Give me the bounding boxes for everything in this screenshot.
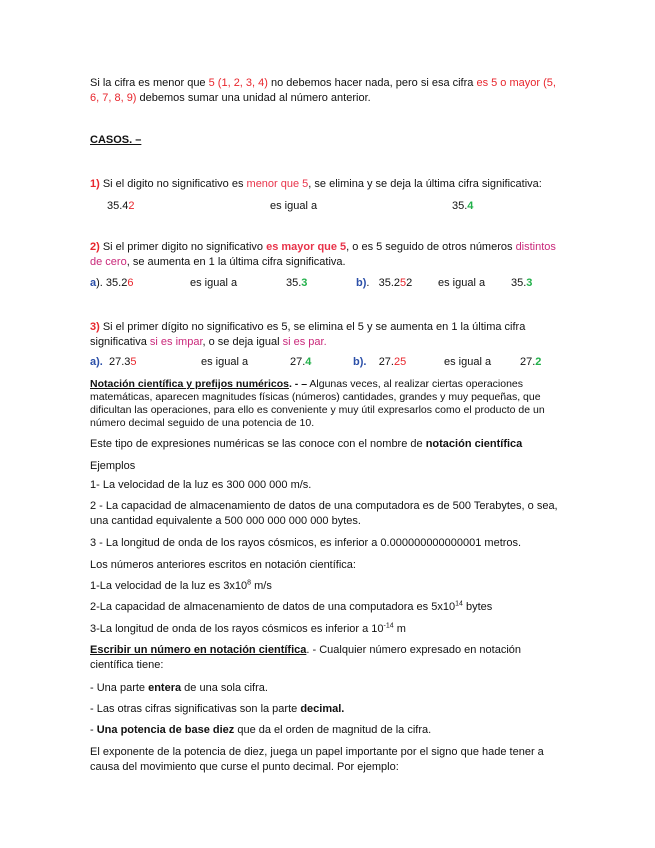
- example-label: b): [356, 277, 367, 289]
- item-text: - Las otras cifras significativas son la parte: [90, 703, 301, 715]
- casos-heading: CASOS. –: [90, 134, 142, 146]
- example-label-punct: .: [366, 277, 370, 289]
- example-label: b).: [353, 356, 367, 368]
- item-bold-term: entera: [148, 682, 182, 694]
- sci-exponent: 14: [455, 600, 463, 608]
- item-bold-term: Una potencia de base diez: [96, 724, 235, 736]
- anteriores-text: Los números anteriores escritos en notación científica:: [90, 559, 356, 571]
- item-decimal: [90, 702, 560, 717]
- case-1-highlight: menor que 5: [246, 178, 309, 190]
- case-3-text: , o se deja igual: [202, 336, 283, 348]
- result-rounded-digit: 3: [526, 277, 533, 289]
- result-digits: 35.: [511, 277, 527, 289]
- example-dropped-digit: 2: [128, 200, 135, 212]
- case-3-number: 3): [90, 321, 100, 333]
- case-2-text: , o es 5 seguido de otros números: [346, 241, 516, 253]
- sci-unit: bytes: [462, 601, 493, 613]
- sci-text: 1-La velocidad de la luz es 3x10: [90, 580, 248, 592]
- example-label-punct: ).: [96, 277, 103, 289]
- result-rounded-digit: 2: [535, 356, 542, 368]
- case-2-example-b: [356, 276, 412, 291]
- item-entera: [90, 681, 560, 696]
- case-1-result: [452, 199, 473, 214]
- sci-3: [90, 622, 560, 637]
- item-text: que da el orden de magnitud de la cifra.: [234, 724, 432, 736]
- result-digits: 35.: [452, 200, 468, 212]
- case-2-example-a: [90, 276, 133, 291]
- sci-exponent: -14: [383, 622, 394, 630]
- sci-unit: m/s: [251, 580, 272, 592]
- item-text: de una sola cifra.: [181, 682, 268, 694]
- escribir-paragraph: [90, 643, 565, 673]
- case-3-rule: [90, 320, 540, 350]
- sci-text: 2-La capacidad de almacenamiento de datos de una computadora es 5x10: [90, 601, 456, 613]
- example-dropped-digit: 6: [127, 277, 134, 289]
- este-text: Este tipo de expresiones numéricas se las conoce con el nombre de: [90, 438, 426, 450]
- result-digits: 27.: [290, 356, 306, 368]
- result-digits: 35.: [286, 277, 302, 289]
- sci-1: [90, 579, 560, 594]
- example-dropped-digit: 5: [130, 356, 137, 368]
- case-3-example-b: [353, 355, 406, 370]
- item-text: -: [90, 724, 97, 736]
- item-potencia: [90, 723, 560, 738]
- item-text: - Una parte: [90, 682, 149, 694]
- case-3-result-a: [290, 355, 311, 370]
- example-digits: 35.4: [107, 200, 129, 212]
- case-2-text: , se aumenta en 1 la última cifra significativa.: [126, 256, 346, 268]
- example-dropped-digit: 5: [400, 356, 407, 368]
- case-3-equal-a: es igual a: [201, 356, 249, 368]
- sci-unit: m: [393, 623, 406, 635]
- intro-text: Si la cifra es menor que: [90, 77, 209, 89]
- case-3-example-a: [90, 355, 137, 370]
- example-digits: 35.2: [105, 277, 128, 289]
- escribir-text: . - Cualquier número expresado en notación científica tiene:: [90, 644, 522, 671]
- result-digits: 27.: [520, 356, 536, 368]
- example-digits: 2: [406, 277, 413, 289]
- case-3-result-b: [520, 355, 541, 370]
- result-rounded-digit: 4: [305, 356, 312, 368]
- case-3-equal-b: es igual a: [444, 356, 492, 368]
- case-1-rule: [90, 177, 570, 192]
- intro-text: no debemos hacer nada, pero si esa cifra: [267, 77, 477, 89]
- intro-paragraph: [90, 76, 560, 106]
- case-2-highlight-bold: es mayor que 5: [266, 241, 347, 253]
- case-2-result-b: [511, 276, 532, 291]
- case-2-rule: [90, 240, 565, 270]
- example-digits: 35.2: [378, 277, 401, 289]
- example-1: 1- La velocidad de la luz es 300 000 000 m/s.: [90, 479, 312, 491]
- case-2-equal-a: es igual a: [190, 277, 238, 289]
- ejemplos-label: Ejemplos: [90, 460, 136, 472]
- intro-highlight-mayor: es 5 o mayor (5, 6, 7, 8, 9): [90, 77, 556, 104]
- sci-text: 3-La longitud de onda de los rayos cósmicos es inferior a 10: [90, 623, 384, 635]
- example-label: a).: [90, 356, 103, 368]
- result-rounded-digit: 3: [301, 277, 308, 289]
- case-1-number: 1): [90, 178, 100, 190]
- case-2-result-a: [286, 276, 307, 291]
- notacion-heading: Notación científica y prefijos numéricos: [90, 378, 289, 390]
- final-paragraph: El exponente de la potencia de diez, juega un papel importante por el signo que hade tener a causa del movimiento que curse el punto decimal. Por ejemplo:: [90, 746, 544, 773]
- sci-exponent: 8: [247, 579, 252, 587]
- case-2-equal-b: es igual a: [438, 277, 486, 289]
- example-digits: 27.: [378, 356, 394, 368]
- result-rounded-digit: 4: [467, 200, 474, 212]
- case-1-example-value: [107, 199, 135, 214]
- case-1-text: , se elimina y se deja la última cifra significativa:: [308, 178, 542, 190]
- case-1-equal: es igual a: [270, 200, 318, 212]
- example-label: a: [90, 277, 97, 289]
- case-2-highlight: distintos de cero: [90, 241, 556, 268]
- example-digits: 27.3: [108, 356, 131, 368]
- example-3: 3 - La longitud de onda de los rayos cósmicos, es inferior a 0.000000000000001 metros.: [90, 537, 522, 549]
- sci-2: [90, 600, 560, 615]
- case-3-highlight-par: si es par.: [282, 336, 327, 348]
- este-paragraph: [90, 437, 570, 452]
- escribir-heading: Escribir un número en notación científica: [90, 644, 307, 656]
- item-bold-term: decimal.: [300, 703, 345, 715]
- example-2: 2 - La capacidad de almacenamiento de datos de una computadora es de 500 Terabytes, o sea, una cantidad equivalente a 500 000 000 000 000 bytes.: [90, 500, 558, 527]
- case-3-highlight-impar: si es impar: [149, 336, 203, 348]
- notacion-paragraph: [90, 378, 565, 430]
- notacion-separator: . - –: [288, 378, 308, 390]
- este-bold-term: notación científica: [425, 438, 523, 450]
- intro-highlight-menor: 5 (1, 2, 3, 4): [208, 77, 268, 89]
- intro-text: debemos sumar una unidad al número anterior.: [136, 92, 371, 104]
- case-2-number: 2): [90, 241, 100, 253]
- case-1-text: Si el digito no significativo es: [99, 178, 247, 190]
- example-dropped-digit: 5: [400, 277, 407, 289]
- case-3-text: Si el primer dígito no significativo es 5, se elimina el 5 y se aumenta en 1 la última cifra significativa: [90, 321, 526, 348]
- example-dropped-digit: 2: [393, 356, 401, 368]
- case-2-text: Si el primer digito no significativo: [99, 241, 267, 253]
- notacion-text: Algunas veces, al realizar ciertas operaciones matemáticas, aparecen magnitudes físicas (números) cantidades, grandes y muy pequeñas, que dificultan las operaciones, para ello es conveniente y muy útil expresarlos como el producto de un número decimal seguido de una potencia de 10.: [90, 378, 545, 429]
